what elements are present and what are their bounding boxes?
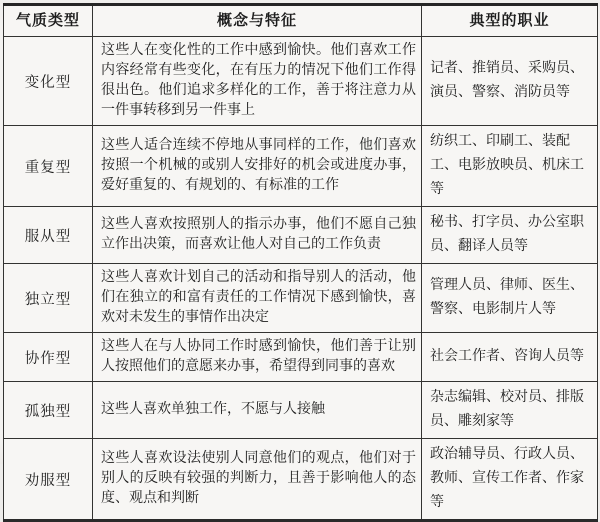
temperament-type-cell: 变化型 (4, 37, 93, 126)
table-row (4, 439, 598, 521)
occupations-cell: 社会工作者、咨询人员等 (422, 333, 598, 382)
table-row (4, 126, 598, 207)
occupations-cell: 记者、推销员、采购员、演员、警察、消防员等 (422, 37, 598, 126)
table-header-row (4, 5, 598, 37)
description-cell: 这些人适合连续不停地从事同样的工作，他们喜欢按照一个机械的或别人安排好的机会或进度办事，爱好重复的、有规划的、有标准的工作 (93, 126, 422, 207)
description-cell: 这些人喜欢单独工作，不愿与人接触 (93, 382, 422, 439)
column-header-occupations: 典型的职业 (422, 5, 598, 37)
occupations-cell: 管理人员、律师、医生、警察、电影制片人等 (422, 264, 598, 333)
table-row (4, 37, 598, 126)
description-cell: 这些人喜欢按照别人的指示办事，他们不愿自己独立作出决策，而喜欢让他人对自己的工作负责 (93, 207, 422, 264)
occupations-cell: 纺织工、印刷工、装配工、电影放映员、机床工等 (422, 126, 598, 207)
occupations-cell: 政治辅导员、行政人员、教师、宣传工作者、作家等 (422, 439, 598, 521)
column-header-type: 气质类型 (4, 5, 93, 37)
table-body (4, 37, 598, 521)
table-row (4, 264, 598, 333)
description-cell: 这些人喜欢设法使别人同意他们的观点，他们对于别人的反映有较强的判断力，且善于影响他人的态度、观点和判断 (93, 439, 422, 521)
temperament-type-cell: 协作型 (4, 333, 93, 382)
temperament-type-cell: 孤独型 (4, 382, 93, 439)
temperament-table (3, 3, 598, 522)
occupations-cell: 秘书、打字员、办公室职员、翻译人员等 (422, 207, 598, 264)
column-header-description: 概念与特征 (93, 5, 422, 37)
table-row (4, 207, 598, 264)
temperament-type-cell: 服从型 (4, 207, 93, 264)
occupations-cell: 杂志编辑、校对员、排版员、雕刻家等 (422, 382, 598, 439)
description-cell: 这些人喜欢计划自己的活动和指导别人的活动，他们在独立的和富有责任的工作情况下感到愉快，喜欢对未发生的事情作出决定 (93, 264, 422, 333)
temperament-type-cell: 劝服型 (4, 439, 93, 521)
description-cell: 这些人在变化性的工作中感到愉快。他们喜欢工作内容经常有些变化，在有压力的情况下他们工作得很出色。他们追求多样化的工作，善于将注意力从一件事转移到另一件事上 (93, 37, 422, 126)
description-cell: 这些人在与人协同工作时感到愉快，他们善于让别人按照他们的意愿来办事，希望得到同事的喜欢 (93, 333, 422, 382)
temperament-type-cell: 独立型 (4, 264, 93, 333)
temperament-type-cell: 重复型 (4, 126, 93, 207)
table-row (4, 382, 598, 439)
table-row (4, 333, 598, 382)
